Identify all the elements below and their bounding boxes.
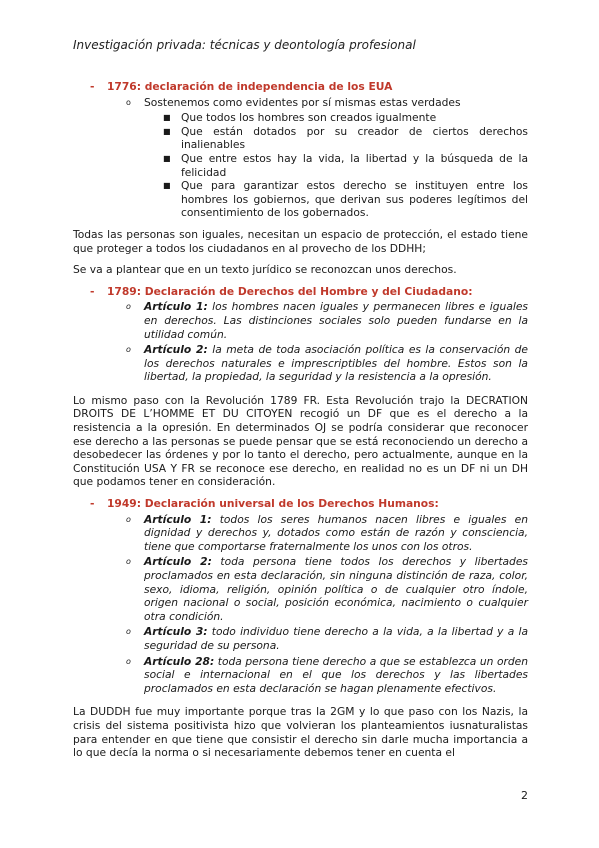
dash-bullet: - — [90, 284, 95, 298]
circle-bullet-icon: o — [126, 97, 131, 107]
circle-bullet-icon: o — [126, 557, 131, 567]
square-bullet-icon: ■ — [163, 153, 171, 163]
paragraph: La DUDDH fue muy importante porque tras la 2GM y lo que paso con los Nazis, la crisis del sistema positivista hizo que volvieran los planteamientos iusnaturalistas para entender en que tiene que consistir el derecho sin darle mucha importancia a lo que decía la norma o si necesariamente debemos tener en cuenta el — [73, 705, 528, 760]
section-heading-1949: - 1949: Declaración universal de los Derechos Humanos: — [90, 497, 439, 511]
circle-bullet-icon: o — [126, 345, 131, 355]
circle-bullet-icon: o — [126, 302, 131, 312]
paragraph: Se va a plantear que en un texto jurídico se reconozcan unos derechos. — [73, 263, 457, 277]
list-item: ■ Que para garantizar estos derecho se instituyen entre los hombres los gobiernos, que derivan sus poderes legítimos del consentimiento de los gobernados. — [163, 179, 528, 220]
page-number: 2 — [521, 789, 528, 802]
paragraph: Todas las personas son iguales, necesitan un espacio de protección, el estado tiene que proteger a todos los ciudadanos en al provecho de los DDHH; — [73, 227, 528, 255]
circle-bullet-icon: o — [126, 627, 131, 637]
list-item: ■ Que entre estos hay la vida, la libertad y la búsqueda de la felicidad — [163, 151, 528, 179]
dash-bullet: - — [90, 497, 95, 511]
circle-bullet-icon: o — [126, 656, 131, 666]
square-bullet-icon: ■ — [163, 126, 171, 136]
square-bullet-icon: ■ — [163, 113, 171, 123]
dash-bullet: - — [90, 80, 95, 93]
list-item: ■ Que están dotados por su creador de ciertos derechos inalienables — [163, 124, 528, 152]
page-header: Investigación privada: técnicas y deontología profesional — [73, 38, 416, 52]
article-item: o Artículo 1: los hombres nacen iguales y permanecen libres e iguales en derechos. Las distinciones sociales solo pueden fundarse en la utilidad común. — [126, 300, 528, 341]
article-item: o Artículo 1: todos los seres humanos nacen libres e iguales en dignidad y derechos y, dotados como están de razón y consciencia, tiene que comportarse fraternalmente los unos con los otros. — [126, 512, 528, 553]
section-heading-1789: - 1789: Declaración de Derechos del Hombre y del Ciudadano: — [90, 284, 473, 298]
document-body — [73, 80, 528, 768]
article-item: o Artículo 2: la meta de toda asociación política es la conservación de los derechos naturales e imprescriptibles del hombre. Estos son la libertad, la propiedad, la seguridad y la resistencia a la opresión. — [126, 343, 529, 384]
circle-bullet-icon: o — [126, 514, 131, 524]
square-bullet-icon: ■ — [163, 181, 171, 191]
section-heading-1776: - 1776: declaración de independencia de los EUA — [90, 80, 393, 93]
sub-item: o Sostenemos como evidentes por sí mismas estas verdades — [126, 95, 461, 109]
article-item: o Artículo 28: toda persona tiene derecho a que se establezca un orden social e internacional en el que los derechos y las libertades proclamados en esta declaración se hagan plenamente efectivos. — [126, 654, 529, 695]
list-item: ■ Que todos los hombres son creados igualmente — [163, 111, 437, 125]
article-item: o Artículo 2: toda persona tiene todos los derechos y libertades proclamados en esta declaración, sin ninguna distinción de raza, color, sexo, idioma, religión, opinión política o de cualquier otro índole, origen nacional o social, posición económica, nacimiento o cualquier otra condición. — [126, 555, 528, 623]
article-item: o Artículo 3: todo individuo tiene derecho a la vida, a la libertad y a la seguridad de su persona. — [126, 625, 528, 652]
paragraph: Lo mismo paso con la Revolución 1789 FR. Esta Revolución trajo la DECRATION DROITS DE L’HOMME ET DU CITOYEN recogió un DF que es el derecho a la resistencia a la opresión. En determinados OJ se podría considerar que reconocer ese derecho a las personas se puede pensar que se está reconociendo un derecho a desobedecer las órdenes y por lo tanto el derecho, pero actualmente, aunque en la Constitución USA Y FR se reconoce ese derecho, en realidad no es un DF ni un DH que podamos tener en consideración. — [73, 393, 528, 489]
